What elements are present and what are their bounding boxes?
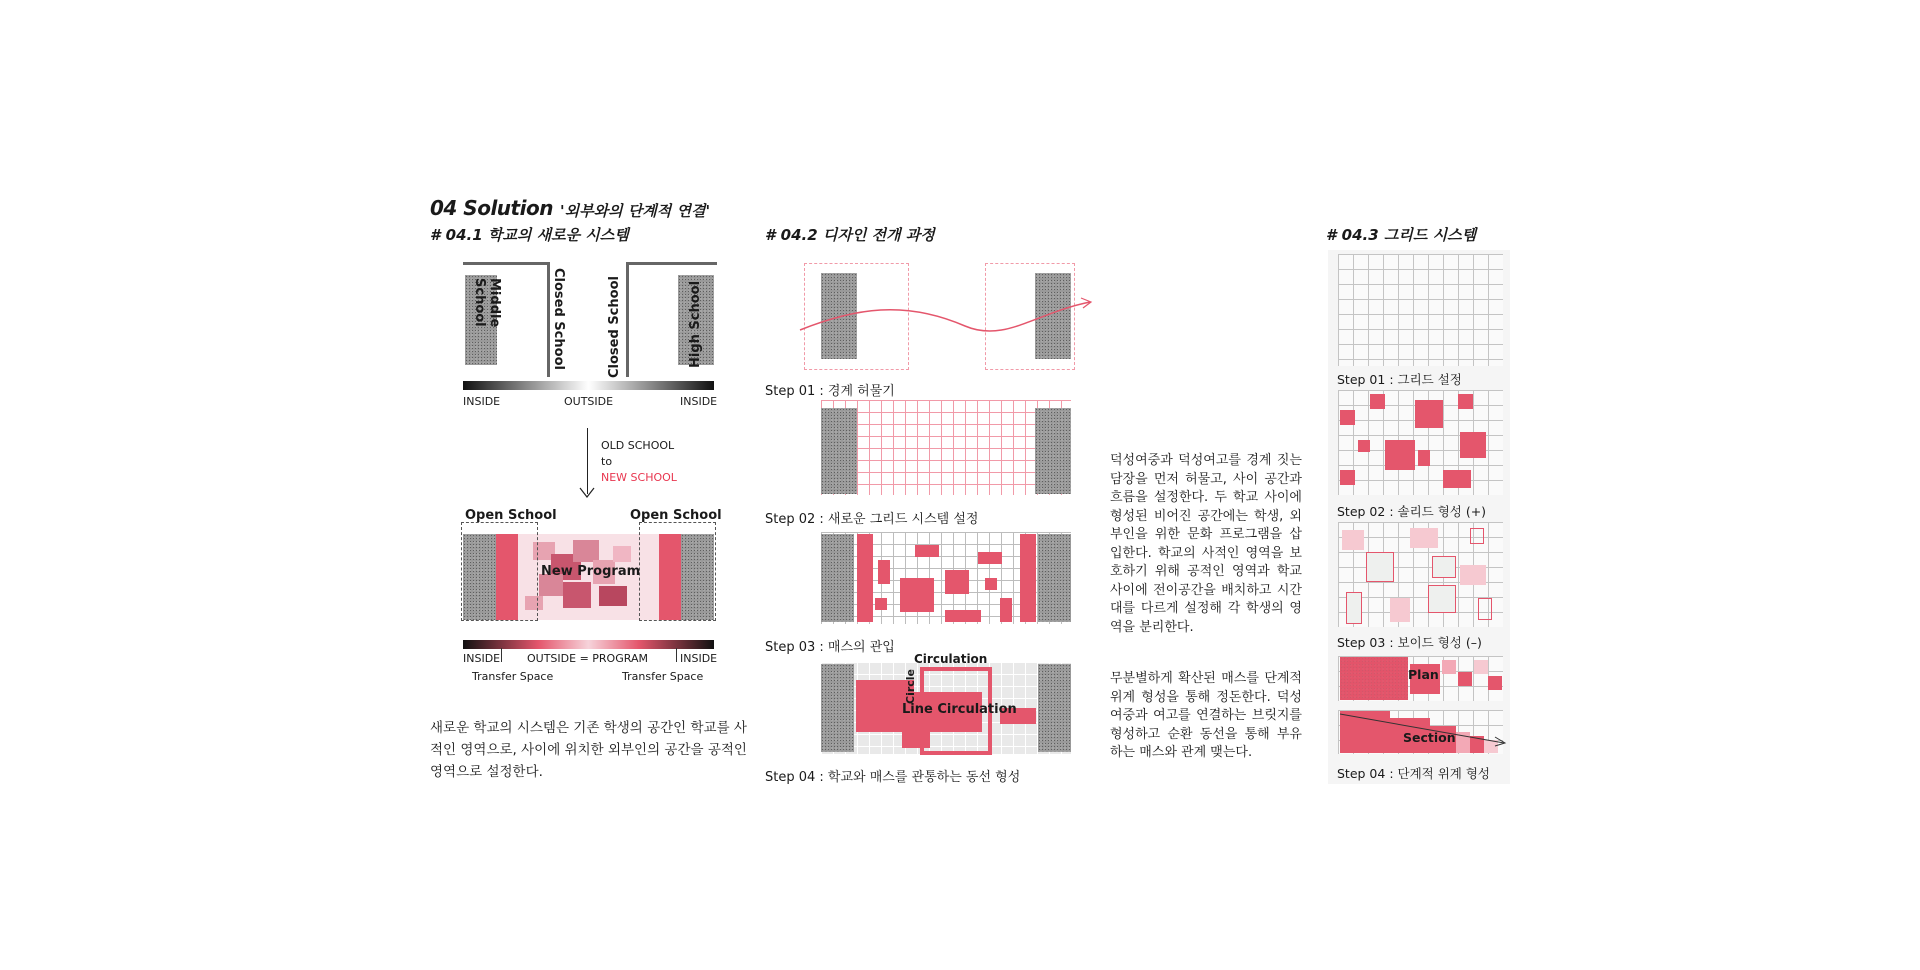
solid-block bbox=[1358, 440, 1370, 452]
step3-mass bbox=[1000, 598, 1012, 622]
step3-mass bbox=[900, 578, 934, 612]
bar2-label-inside-right: INSIDE bbox=[680, 652, 718, 665]
solid-block bbox=[1340, 470, 1355, 485]
solid-block bbox=[1385, 440, 1415, 470]
void-block bbox=[1366, 552, 1394, 582]
transition-line-3: NEW SCHOOL bbox=[601, 471, 677, 484]
inside-outside-gradient-bar bbox=[463, 381, 714, 390]
step3-mass bbox=[985, 578, 997, 590]
plan-mass bbox=[1458, 672, 1472, 686]
bar2-label-inside-left: INSIDE bbox=[463, 652, 501, 665]
middle-school-label: Middle School bbox=[472, 278, 502, 328]
step3-mass bbox=[875, 598, 887, 610]
solid-block bbox=[1415, 400, 1443, 428]
void-block bbox=[1428, 585, 1456, 613]
plan-mass bbox=[1474, 660, 1488, 674]
void-block bbox=[1342, 530, 1364, 550]
solid-block bbox=[1460, 432, 1486, 458]
void-block bbox=[1460, 565, 1486, 585]
solid-block bbox=[1418, 450, 1430, 466]
transfer-space-right-label: Transfer Space bbox=[622, 670, 704, 683]
heading-04-2: # 04.2 디자인 전개 과정 bbox=[765, 226, 935, 244]
new-program-label: New Program bbox=[541, 564, 641, 579]
bar2-divider-right bbox=[676, 648, 677, 662]
transition-line-2: to bbox=[601, 455, 613, 468]
open-school-left-label: Open School bbox=[465, 508, 557, 523]
step3-transfer-right bbox=[1020, 534, 1036, 622]
step3-mass bbox=[945, 610, 981, 622]
solid-block bbox=[1443, 470, 1471, 488]
step3-mass bbox=[915, 545, 939, 557]
plan-mass bbox=[1340, 657, 1408, 700]
open-school-left-boundary bbox=[461, 522, 538, 621]
section-subtitle: '외부와의 단계적 연결' bbox=[560, 202, 711, 220]
bar-label-inside-left: INSIDE bbox=[463, 395, 501, 408]
step3-left-block bbox=[821, 534, 854, 622]
step3-mass bbox=[978, 552, 1002, 564]
bar2-label-outside-program: OUTSIDE = PROGRAM bbox=[527, 652, 648, 665]
closed-school-left-label: Closed School bbox=[551, 268, 566, 370]
plan-mass bbox=[1488, 676, 1502, 690]
step4-right-block bbox=[1038, 664, 1071, 752]
plan-mass bbox=[1442, 660, 1456, 674]
design-paragraph-1: 덕성여중과 덕성여고를 경계 짓는 담장을 먼저 허물고, 사이 공간과 흐름을 설정한다. 두 학교 사이에 형성된 비어진 공간에는 학생, 외부인을 위한 문화 프로그램을 삽입한다. 학교의 사적인 영역을 보호하기 위해 공적인 영역과 학교 사이에 전이공간을 배치하고 시간대를 다르게 설정해 각 학생의 영역을 분리한다. bbox=[1110, 453, 1302, 635]
heading-04-1: # 04.1 학교의 새로운 시스템 bbox=[430, 226, 629, 244]
void-block bbox=[1346, 592, 1362, 624]
bar2-divider-left bbox=[501, 648, 502, 662]
step3-mass bbox=[878, 560, 890, 584]
transition-text bbox=[601, 438, 677, 486]
step3-label: Step 03 : 매스의 관입 bbox=[765, 640, 895, 655]
solid-block bbox=[1340, 410, 1355, 425]
step4-left-block bbox=[821, 664, 854, 752]
program-mass bbox=[599, 586, 627, 606]
bar-label-outside: OUTSIDE bbox=[564, 395, 614, 408]
step2-right-block bbox=[1035, 408, 1071, 494]
bar-label-inside-right: INSIDE bbox=[680, 395, 718, 408]
void-block bbox=[1390, 598, 1410, 622]
step1-flow-curve bbox=[795, 288, 1095, 348]
step3-right-block bbox=[1038, 534, 1071, 622]
step4-label: Step 04 : 학교와 매스를 관통하는 동선 형성 bbox=[765, 770, 1021, 785]
grid-step1-label: Step 01 : 그리드 설정 bbox=[1337, 372, 1462, 387]
solid-block bbox=[1370, 394, 1385, 409]
section-label: Section bbox=[1403, 730, 1456, 745]
step1-label: Step 01 : 경계 허물기 bbox=[765, 384, 895, 399]
solid-block bbox=[1458, 394, 1473, 409]
step3-transfer-left bbox=[857, 534, 873, 622]
grid-step1 bbox=[1338, 254, 1503, 366]
program-mass bbox=[573, 540, 599, 562]
open-school-right-boundary bbox=[639, 522, 716, 621]
step2-label: Step 02 : 새로운 그리드 시스템 설정 bbox=[765, 512, 979, 527]
grid-step2-label: Step 02 : 솔리드 형성 (+) bbox=[1337, 504, 1487, 519]
void-block bbox=[1470, 528, 1484, 544]
void-block bbox=[1432, 556, 1456, 578]
transfer-space-left-label: Transfer Space bbox=[472, 670, 554, 683]
transition-line-1: OLD SCHOOL bbox=[601, 439, 675, 452]
design-paragraph-2: 무분별하게 확산된 매스를 단계적 위계 형성을 통해 정돈한다. 덕성여중과 여고를 연결하는 브릿지를 형성하고 순환 동선을 통해 부유하는 매스와 관계 맺는다. bbox=[1110, 671, 1302, 760]
heading-04-3: # 04.3 그리드 시스템 bbox=[1326, 226, 1477, 244]
down-arrow-icon bbox=[579, 484, 595, 500]
closed-school-left-wall bbox=[547, 262, 550, 374]
section-title: 04 Solution bbox=[430, 196, 553, 220]
high-school-label: High School bbox=[688, 280, 703, 368]
grid-step4-label: Step 04 : 단계적 위계 형성 bbox=[1337, 766, 1490, 781]
void-block bbox=[1410, 528, 1438, 548]
line-circulation-label: Line Circulation bbox=[902, 702, 1017, 717]
new-program-diagram bbox=[463, 534, 714, 620]
part1-paragraph: 새로운 학교의 시스템은 기존 학생의 공간인 학교를 사적인 영역으로, 사이에 위치한 외부인의 공간을 공적인 영역으로 설정한다. bbox=[430, 720, 747, 780]
grid-step3-label: Step 03 : 보이드 형성 (–) bbox=[1337, 635, 1482, 650]
circulation-label: Circulation bbox=[914, 652, 988, 666]
program-mass bbox=[613, 546, 631, 562]
program-mass bbox=[563, 582, 591, 608]
step2-pink-grid bbox=[821, 400, 1071, 495]
plan-label: Plan bbox=[1408, 667, 1439, 682]
step3-mass bbox=[945, 570, 969, 594]
circle-label: Circle bbox=[904, 668, 917, 704]
void-block bbox=[1478, 598, 1492, 620]
closed-school-right-label: Closed School bbox=[607, 276, 622, 378]
open-school-right-label: Open School bbox=[630, 508, 722, 523]
step2-left-block bbox=[821, 408, 857, 494]
